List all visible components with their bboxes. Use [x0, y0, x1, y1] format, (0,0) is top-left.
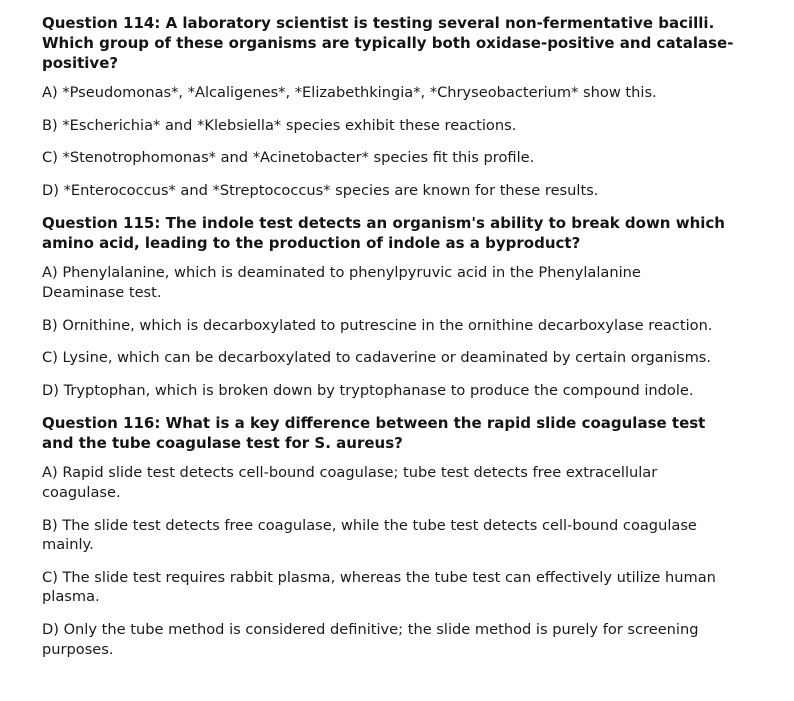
answer-option-a: A) Phenylalanine, which is deaminated to phenylpyruvic acid in the Phenylalanine Deaminase test.	[42, 264, 641, 301]
answer-option-b: B) The slide test detects free coagulase, while the tube test detects cell-bound coagulase mainly.	[42, 516, 697, 554]
answer-option-a: A) *Pseudomonas*, *Alcaligenes*, *Elizabethkingia*, *Chryseobacterium* show this.	[42, 84, 657, 101]
question-block-116	[42, 413, 752, 659]
answer-option-c: C) *Stenotrophomonas* and *Acinetobacter* species fit this profile.	[42, 149, 535, 167]
answer-option-d: D) *Enterococcus* and *Streptococcus* species are known for these results.	[42, 181, 599, 199]
answer-option-b: B) *Escherichia* and *Klebsiella* species exhibit these reactions.	[42, 116, 517, 134]
question-text: Question 114: A laboratory scientist is testing several non-fermentative bacilli. Which group of these organisms are typically both oxidase-positive and catalase-positive?	[42, 14, 734, 72]
question-text: Question 115: The indole test detects an organism's ability to break down which amino acid, leading to the production of indole as a byproduct?	[42, 214, 725, 253]
answer-option-c: C) The slide test requires rabbit plasma, whereas the tube test can effectively utilize human plasma.	[42, 568, 716, 606]
answer-option-b: B) Ornithine, which is decarboxylated to putrescine in the ornithine decarboxylase reaction.	[42, 316, 713, 334]
answer-option-c: C) Lysine, which can be decarboxylated to cadaverine or deaminated by certain organisms.	[42, 349, 712, 367]
answer-option-d: D) Tryptophan, which is broken down by tryptophanase to produce the compound indole.	[42, 381, 694, 399]
answer-option-d: D) Only the tube method is considered definitive; the slide method is purely for screening purposes.	[42, 620, 699, 658]
answer-option-a: A) Rapid slide test detects cell-bound coagulase; tube test detects free extracellular coagulase.	[42, 464, 658, 501]
question-text: Question 116: What is a key difference between the rapid slide coagulase test and the tube coagulase test for S. aureus?	[42, 414, 706, 453]
question-block-114	[42, 13, 752, 200]
question-block-115	[42, 213, 752, 400]
